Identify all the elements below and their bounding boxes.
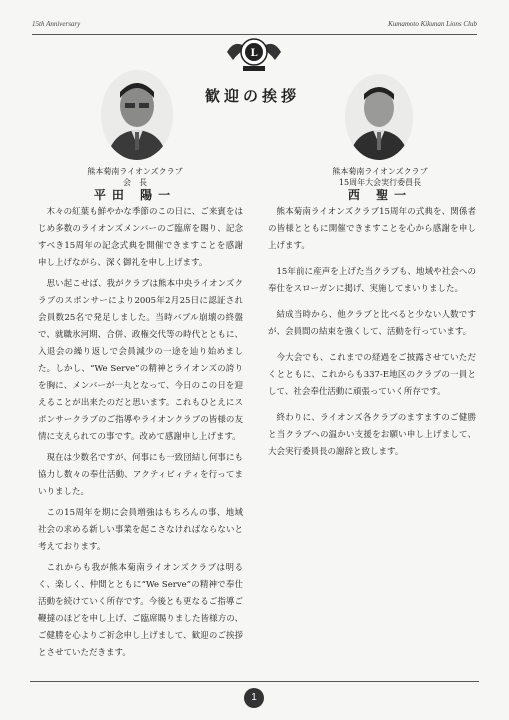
president-name: 平田 陽一 bbox=[93, 188, 177, 202]
page-number: 1 bbox=[244, 688, 264, 708]
paragraph: 15年前に産声を上げた当クラブも、地域や社会への奉仕をスローガンに掲げ、実施してまいりました。 bbox=[268, 267, 476, 294]
portrait-photo-committee-chair bbox=[345, 74, 413, 160]
chair-club: 熊本菊南ライオンズクラブ bbox=[332, 167, 428, 176]
lions-emblem-logo bbox=[225, 30, 283, 76]
paragraph: 結成当時から、他クラブと比べると少ない人数ですが、会員間の結束を強くして、活動を行っています。 bbox=[268, 310, 476, 337]
page-title: 歓迎の挨拶 bbox=[205, 87, 301, 105]
chair-name: 西 聖一 bbox=[347, 188, 413, 202]
header-right-text: Kumamoto Kikunan Lions Club bbox=[388, 20, 477, 28]
footer-divider bbox=[30, 681, 479, 682]
paragraph: 終わりに、ライオンズ各クラブのますますのご健勝と当クラブへの温かい支援をお願い申し上げまして、大会実行委員長の謝辞と致します。 bbox=[268, 413, 476, 457]
chair-caption bbox=[310, 166, 450, 201]
chair-message bbox=[268, 204, 476, 470]
paragraph: 思い起こせば、我がクラブは熊本中央ライオンズクラブのスポンサーにより2005年2月25日に認証され会員数25名で発足しました。当時バブル崩壊の終盤で、就職氷河期、合併、政権交代等の時代とともに、入退会の繰り返しで会員減少の一途を辿り始めました。しかし、“We Serve”の精神とライオンズの誇りを胸に、メンバーが一丸となって、今日のこの日を迎えることが出来たのだと思います。これもひとえにスポンサークラブのご指導やライオンクラブの皆様の友情に支えられての事です。改めて感謝申し上げます。 bbox=[38, 279, 243, 442]
paragraph: これからも我が熊本菊南ライオンズクラブは明るく、楽しく、仲間とともに“We Serve”の精神で奉仕活動を続けていく所存です。今後とも更なるご指導ご鞭撻のほどを申し上げ、ご臨席賜りました皆様方の、ご健勝を心よりご祈念申し上げまして、歓迎のご挨拶とさせていただきます。 bbox=[38, 563, 243, 658]
paragraph: 現在は少数名ですが、何事にも一致団結し何事にも協力し数々の奉仕活動、アクティビィティを行ってまいりました。 bbox=[38, 453, 243, 497]
paragraph: 熊本菊南ライオンズクラブ15周年の式典を、関係者の皆様とともに開催できますことを心から感謝を申し上げます。 bbox=[268, 207, 476, 251]
president-message bbox=[38, 204, 243, 666]
svg-text:L: L bbox=[250, 48, 258, 59]
paragraph: 今大会でも、これまでの経過をご披露させていただくとともに、これからも337-E地区のクラブの一員として、社会奉仕活動に頑張っていく所存です。 bbox=[268, 353, 476, 397]
president-caption bbox=[75, 166, 195, 201]
paragraph: 木々の紅葉も鮮やかな季節のこの日に、ご来賓をはじめ多数のライオンズメンバーのご臨席を賜り、記念すべき15周年の記念式典を開催できますことを感謝申し上げながら、深く御礼を申し上げます。 bbox=[38, 207, 243, 268]
chair-role: 15周年大会実行委員長 bbox=[338, 178, 422, 187]
president-role: 会 長 bbox=[123, 178, 147, 187]
portrait-photo-president bbox=[101, 70, 173, 160]
paragraph: この15周年を期に会員増強はもちろんの事、地域社会の求める新しい事業を起こさなければならないと考えております。 bbox=[38, 508, 243, 552]
header-left-text: 15th Anniversary bbox=[32, 20, 81, 28]
president-club: 熊本菊南ライオンズクラブ bbox=[87, 167, 183, 176]
